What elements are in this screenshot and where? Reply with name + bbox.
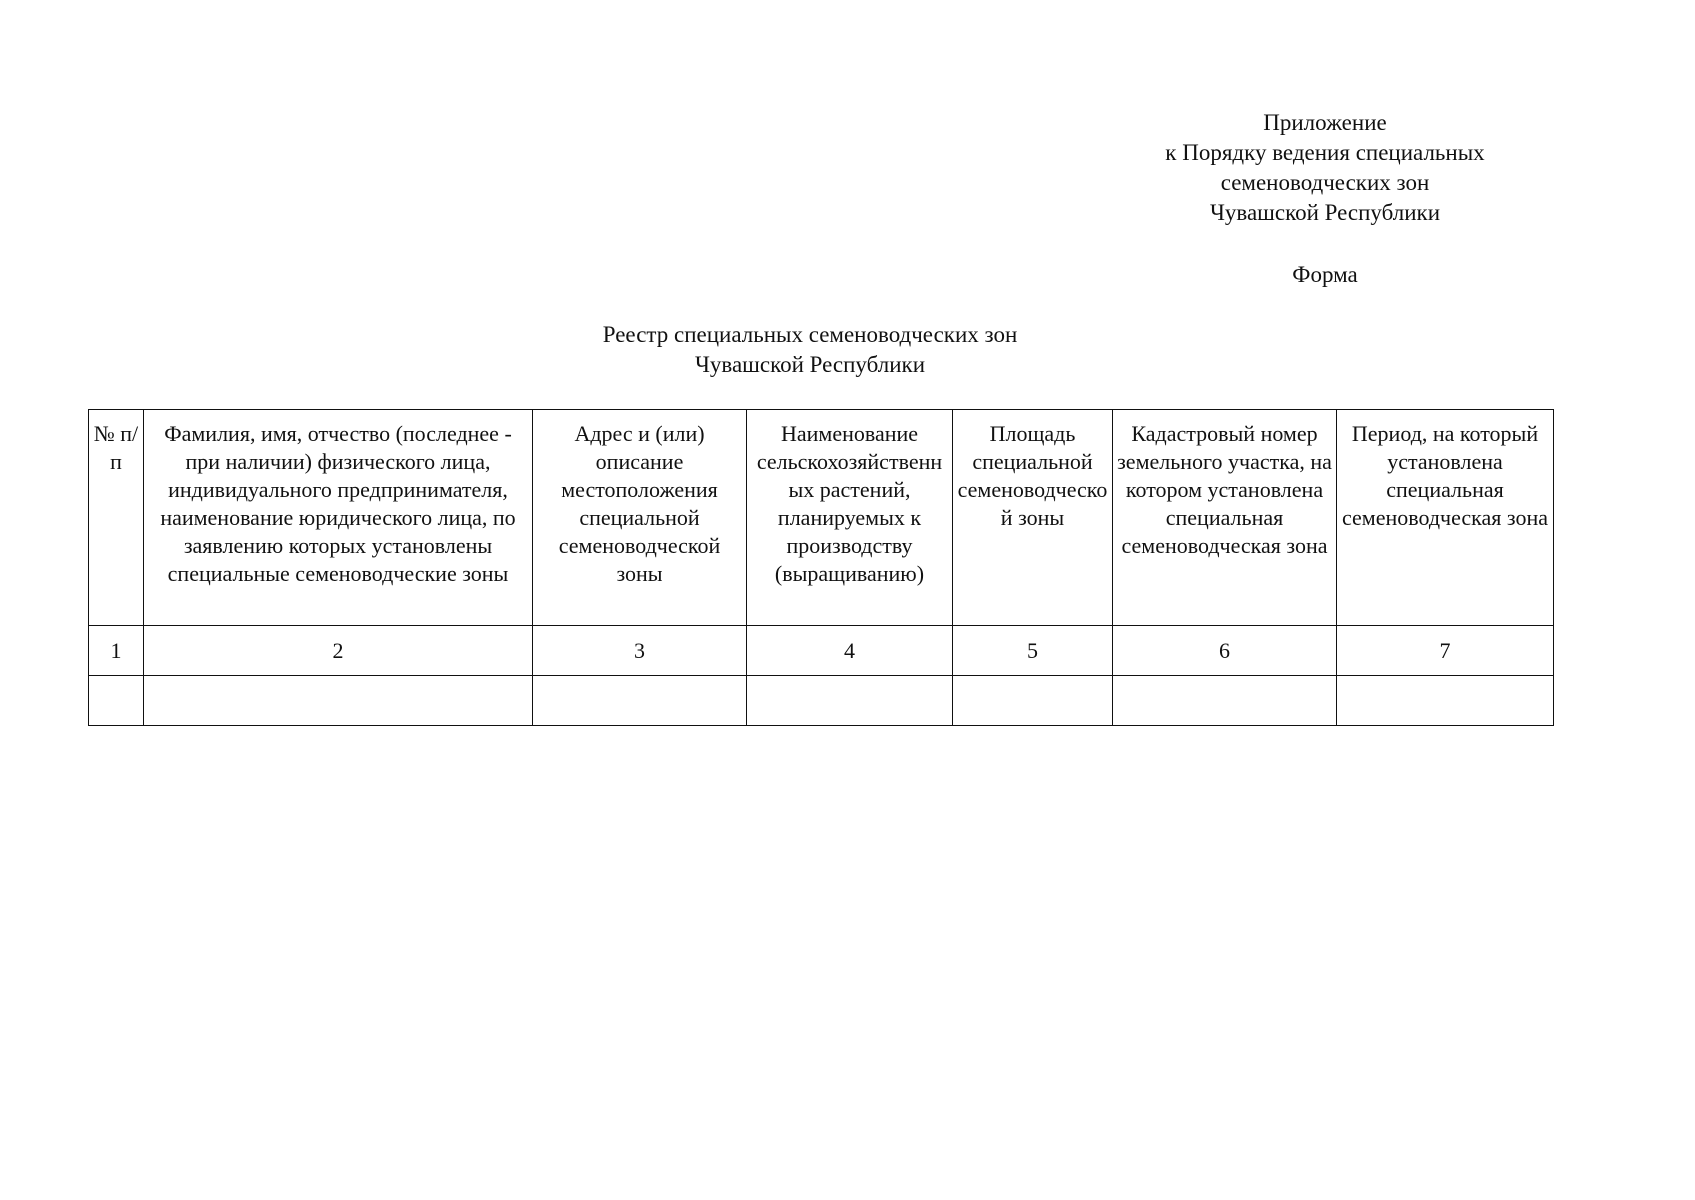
header-cell-period: Период, на который установлена специальная семеноводческая зона xyxy=(1337,410,1554,626)
column-number-cell: 4 xyxy=(747,626,953,676)
header-cell-address: Адрес и (или) описание местоположения специальной семеноводческой зоны xyxy=(533,410,747,626)
header-cell-applicant: Фамилия, имя, отчество (последнее - при наличии) физического лица, индивидуального предпринимателя, наименование юридического лица, по заявлению которых установлены специальные семеноводческие зоны xyxy=(144,410,533,626)
table-cell xyxy=(1113,676,1337,726)
column-number-cell: 2 xyxy=(144,626,533,676)
appendix-line: Чувашской Республики xyxy=(1209,200,1441,225)
table-cell xyxy=(89,676,144,726)
table-row xyxy=(89,676,1554,726)
table-cell xyxy=(953,676,1113,726)
appendix-line: семеноводческих зон xyxy=(1220,170,1430,195)
header-cell-cadastral: Кадастровый номер земельного участка, на котором установлена специальная семеноводческая зона xyxy=(1113,410,1337,626)
appendix-block xyxy=(1095,108,1555,228)
table-cell xyxy=(144,676,533,726)
form-label: Форма xyxy=(1292,262,1358,287)
header-cell-area: Площадь специальной семеноводческой зоны xyxy=(953,410,1113,626)
title-line: Чувашской Республики xyxy=(694,352,926,377)
column-number-cell: 6 xyxy=(1113,626,1337,676)
header-cell-crops: Наименование сельскохозяйственных растений, планируемых к производству (выращиванию) xyxy=(747,410,953,626)
column-number-cell: 7 xyxy=(1337,626,1554,676)
column-number-row xyxy=(89,626,1554,676)
column-number-cell: 1 xyxy=(89,626,144,676)
registry-table xyxy=(88,409,1554,726)
appendix-line: к Порядку ведения специальных xyxy=(1165,140,1485,165)
column-number-cell: 5 xyxy=(953,626,1113,676)
header-row xyxy=(89,410,1554,626)
header-cell-number: № п/п xyxy=(89,410,144,626)
document-title xyxy=(500,320,1120,380)
column-number-cell: 3 xyxy=(533,626,747,676)
appendix-line: Приложение xyxy=(1263,110,1387,135)
table-cell xyxy=(533,676,747,726)
table-cell xyxy=(747,676,953,726)
title-line: Реестр специальных семеноводческих зон xyxy=(602,322,1018,347)
table-cell xyxy=(1337,676,1554,726)
